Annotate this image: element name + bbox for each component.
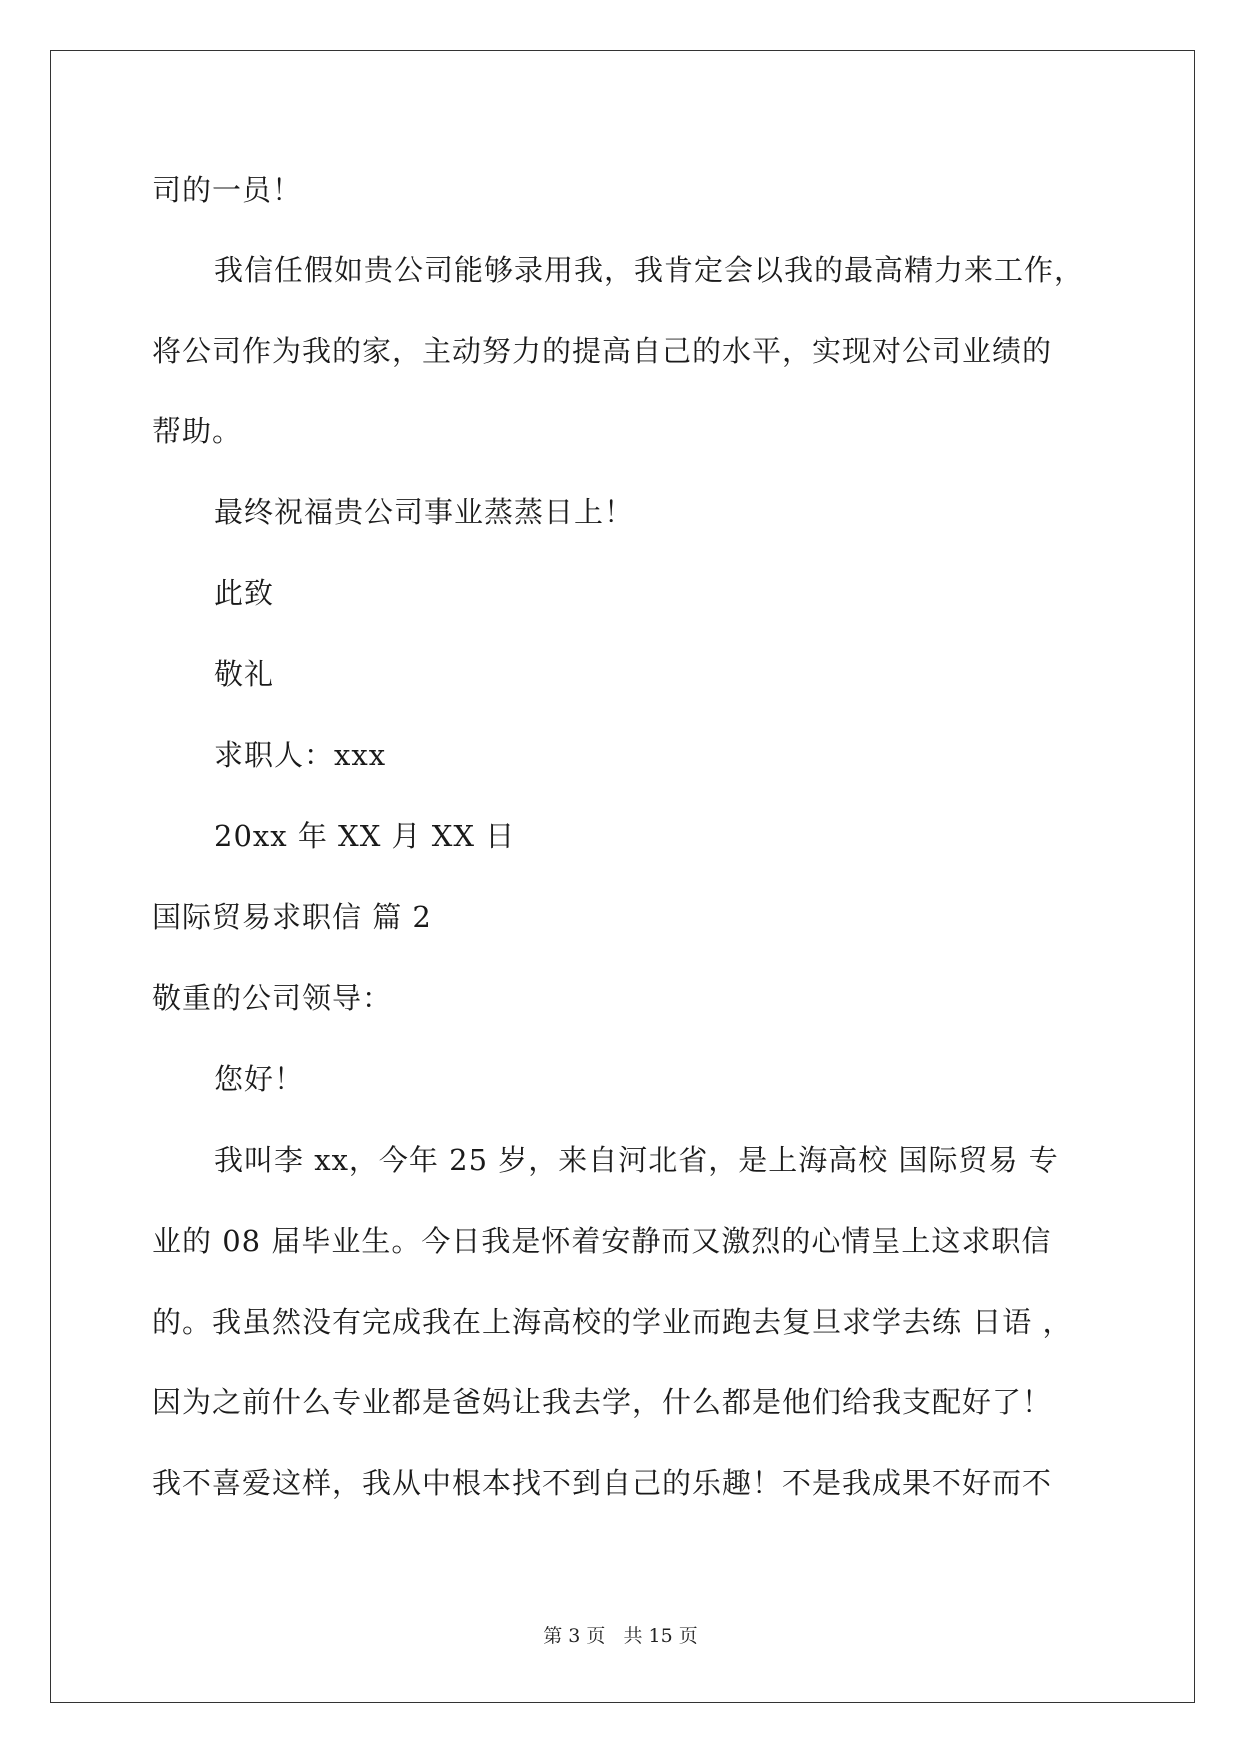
date-line: 20xx 年 XX 月 XX 日: [214, 819, 516, 853]
section-heading: 国际贸易求职信 篇 2: [152, 900, 432, 934]
text-line: 此致: [214, 576, 275, 610]
page-border: [50, 50, 1195, 1703]
signature-line: 求职人：xxx: [214, 738, 387, 772]
text-line: 将公司作为我的家，主动努力的提高自己的水平，实现对公司业绩的: [152, 334, 1053, 368]
text-line: 业的 08 届毕业生。今日我是怀着安静而又激烈的心情呈上这求职信: [152, 1224, 1052, 1258]
text-line: 我叫李 xx，今年 25 岁，来自河北省，是上海高校 国际贸易 专: [214, 1143, 1059, 1177]
text-line: 敬礼: [214, 657, 275, 691]
text-line: 我信任假如贵公司能够录用我，我肯定会以我的最高精力来工作，: [214, 253, 1085, 287]
page-number: 第 3 页: [543, 1625, 606, 1647]
text-line: 我不喜爱这样，我从中根本找不到自己的乐趣！不是我成果不好而不: [152, 1466, 1053, 1500]
text-line: 帮助。: [152, 414, 243, 448]
salutation: 敬重的公司领导：: [152, 981, 393, 1015]
text-line: 因为之前什么专业都是爸妈让我去学，什么都是他们给我支配好了！: [152, 1385, 1053, 1419]
greeting: 您好！: [214, 1062, 305, 1096]
text-line: 司的一员！: [152, 173, 303, 207]
page-total: 共 15 页: [623, 1625, 698, 1647]
page-footer: [0, 1624, 1241, 1648]
text-line: 的。我虽然没有完成我在上海高校的学业而跑去复旦求学去练 日语 ，: [152, 1305, 1073, 1339]
text-line: 最终祝福贵公司事业蒸蒸日上！: [214, 495, 635, 529]
